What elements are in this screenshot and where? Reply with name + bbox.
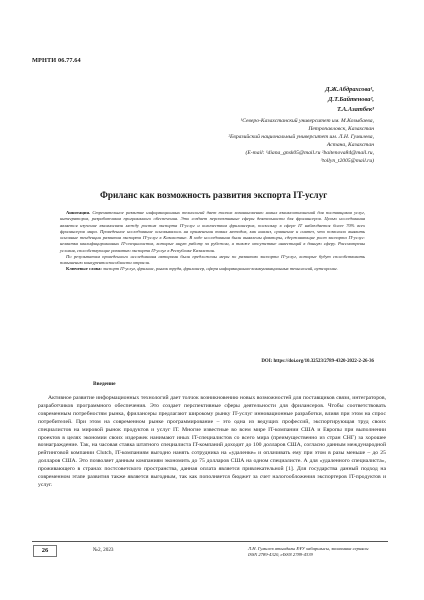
author-name: Т.А.Азатбек³ <box>336 106 374 113</box>
author-name: Д.Ж.Абдрахсова¹, <box>325 86 374 93</box>
intro-body <box>38 395 386 490</box>
abstract-text: По результатам проведенного исследования авторами были предложены меры по развитию экспорта IT-услуг, которые будут способствовать повышению конкурентоспособности отрасли. <box>60 253 365 265</box>
abstract-text: Стремительное развитие информационных технологий дает толчок возникновению новых взаимоотношений для поставщиков услуг, интеграторов, разработчиков программного обеспечения. Это создает перспективные сферы деятельности для фрилансеров. Целью исследования является изучение взаимосвязи между ростом экспорта IT-услуг и количеством фрилансеров, поскольку в сфере IT наблюдается более 70% всех фрилансеров мира. Проведенное исследование основывалось на применении таких методов, как анализ, сравнение и синтез, что позволило выявить основные тенденции развития экспорта IT-услуг в Казахстане. В ходе исследования были выявлены факторы, сдерживающие рост экспорта IT-услуг: нехватка квалифицированных IT-специалистов, которые ищут работу за рубежом, а также отсутствие инвестиций в данную сферу. Рассмотрены условия, способствующие развитию экспорта IT-услуг в Республике Казахстан. <box>60 210 365 253</box>
doi-link[interactable]: DOI: https://doi.org/10.32523/2789-4320-2022-2-26-36 <box>261 359 374 364</box>
email-line: (E-mail: ¹diana_gnsk05@mail.ru ²baitenova84@mail.ru, <box>245 150 374 157</box>
author-list <box>325 85 374 115</box>
journal-line: ISSN 2789-4320, eISSN 2789-4339 <box>248 552 313 558</box>
affiliation-line: Петропавловск, Казахстан <box>308 126 374 133</box>
udk-code: МРНТИ 06.77.64 <box>32 57 81 64</box>
affiliation-line: ²Евразийский национальный университет им. Л.Н. Гумилева, <box>228 134 374 141</box>
keywords-text: экспорт IT-услуг, фриланс, рынок труда, фрилансер, сфера информационно-коммуникационных технологий, аутсорсинг. <box>103 266 338 272</box>
affiliation-line: Астана, Казахстан <box>326 142 374 149</box>
paper-title: Фриланс как возможность развития экспорта IT-услуг <box>100 190 328 200</box>
journal-info <box>248 546 390 559</box>
keywords-label: Ключевые слова: <box>66 266 102 272</box>
issue-number: №2, 2023 <box>93 547 114 553</box>
section-heading: Введение <box>93 381 116 387</box>
affiliation-block <box>228 117 374 166</box>
email-line: ³tollyn_t2005@mail.ru) <box>320 158 374 165</box>
affiliation-line: ¹Северо-Казахстанский университет им. М.Козыбаева, <box>240 118 374 124</box>
journal-line: Л.Н. Гумилев атындағы ЕҰУ хабаршысы, экономика сериясы <box>248 546 369 551</box>
page-number: 26 <box>33 545 57 557</box>
body-paragraph: Активное развитие информационных технологий дает толчок возникновению новых возможностей для поставщиков связи, интеграторов, разработчиков программного обеспечения. Это создает перспективные сферы деятельности для фрилансеров. Чтобы соответствовать современным потребностям рынка, фрилансеры предлагают широкому рынку IT-услуг инновационные разработки, влияя при этом на спрос потребителей. При этом на современном рынке программирование – это одна из ведущих профессий, экспортирующая труд своих специалистов на мировой рынок продуктов и услуг IT. Многие известные во всем мире IT-компании США и Европы при выполнении проектов в целях экономии своих издержек нанимают иных IT-специалистов со всего мира (преимущественно из стран СНГ) за хорошее вознаграждение. Так, на часовая ставка штатного специалиста IT-компаний доходит до 100 долларов США, согласно данным международной рейтинговой компании Clutch, IT-компаниям выгодно нанять сотрудника на «удаленке» и оплачивать ему при этом в разы меньше – до 25 долларов США. Это позволяет данным компаниям экономить до 75 долларов США на одном специалисте. А для «удаленного специалиста», проживающего в странах постсоветского пространства, данная оплата является привлекательной [1]. Для государства данный подход на современном этапе развития также является выгодным, так как пополняется бюджет за счет налогообложения экспортеров IT-продуктов и услуг. <box>38 395 386 488</box>
footer-divider <box>32 541 388 542</box>
author-name: Д.Т.Байтенова², <box>328 96 374 103</box>
abstract-block <box>60 210 365 273</box>
abstract-label: Аннотация. <box>66 210 91 215</box>
